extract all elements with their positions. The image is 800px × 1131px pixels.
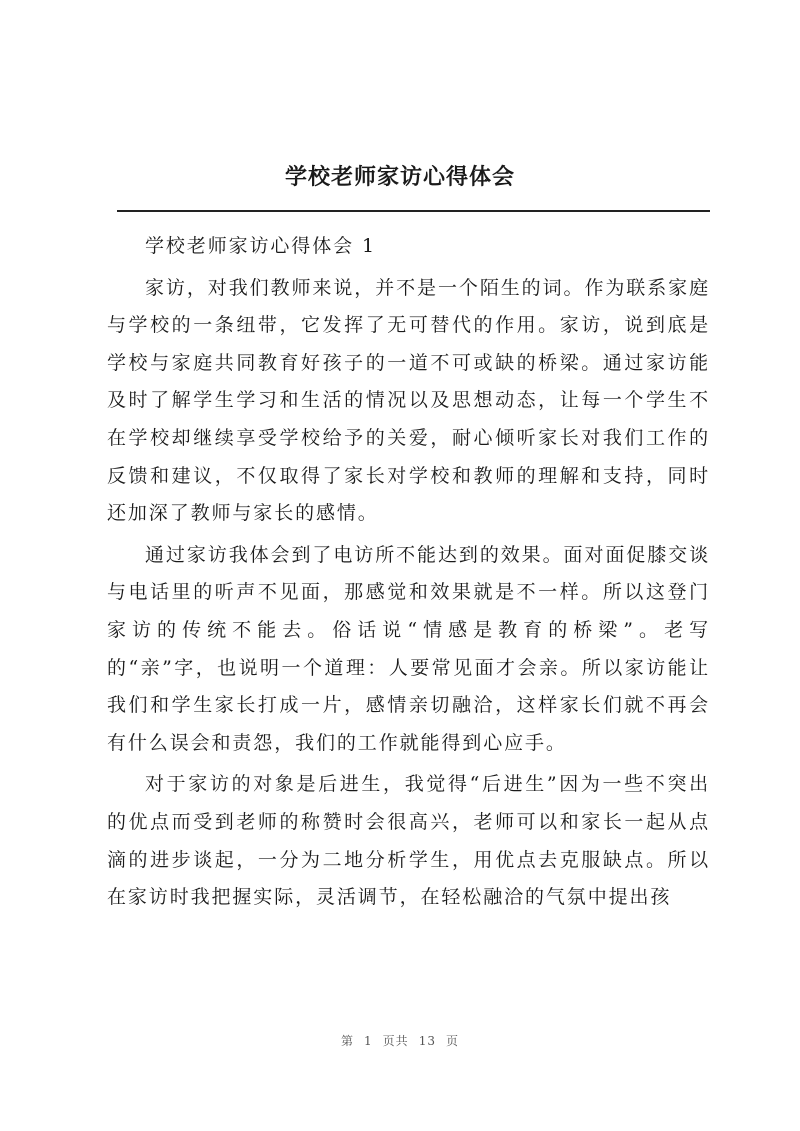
footer-prefix: 第 (341, 1034, 355, 1048)
footer-suffix: 页 (445, 1034, 459, 1048)
page-footer (0, 1032, 800, 1049)
document-body (107, 228, 710, 921)
paragraph-3: 对于家访的对象是后进生，我觉得“后进生”因为一些不突出的优点而受到老师的称赞时会很高兴，老师可以和家长一起从点滴的进步谈起，一分为二地分析学生，用优点去克服缺点。所以在家访时我把握实际，灵活调节，在轻松融洽的气氛中提出孩 (107, 773, 710, 909)
paragraph-1: 家访，对我们教师来说，并不是一个陌生的词。作为联系家庭与学校的一条纽带，它发挥了无可替代的作用。家访，说到底是学校与家庭共同教育好孩子的一道不可或缺的桥梁。通过家访能及时了解学生学习和生活的情况以及思想动态，让每一个学生不在学校却继续享受学校给予的关爱，耐心倾听家长对我们工作的反馈和建议，不仅取得了家长对学校和教师的理解和支持，同时还加深了教师与家长的感情。 (107, 276, 710, 525)
footer-current-page: 1 (364, 1034, 373, 1048)
section-heading: 学校老师家访心得体会 1 (145, 235, 376, 257)
paragraph-2: 通过家访我体会到了电访所不能达到的效果。面对面促膝交谈与电话里的听声不见面，那感觉和效果就是不一样。所以这登门家访的传统不能去。俗话说“情感是教育的桥梁”。老写的“亲”字，也说明一个道理：人要常见面才会亲。所以家访能让我们和学生家长打成一片，感情亲切融洽，这样家长们就不再会有什么误会和责怨，我们的工作就能得到心应手。 (107, 543, 710, 754)
title-divider (117, 210, 710, 212)
footer-middle: 页共 (382, 1034, 409, 1048)
footer-total-pages: 13 (418, 1034, 436, 1048)
document-title: 学校老师家访心得体会 (284, 165, 515, 190)
